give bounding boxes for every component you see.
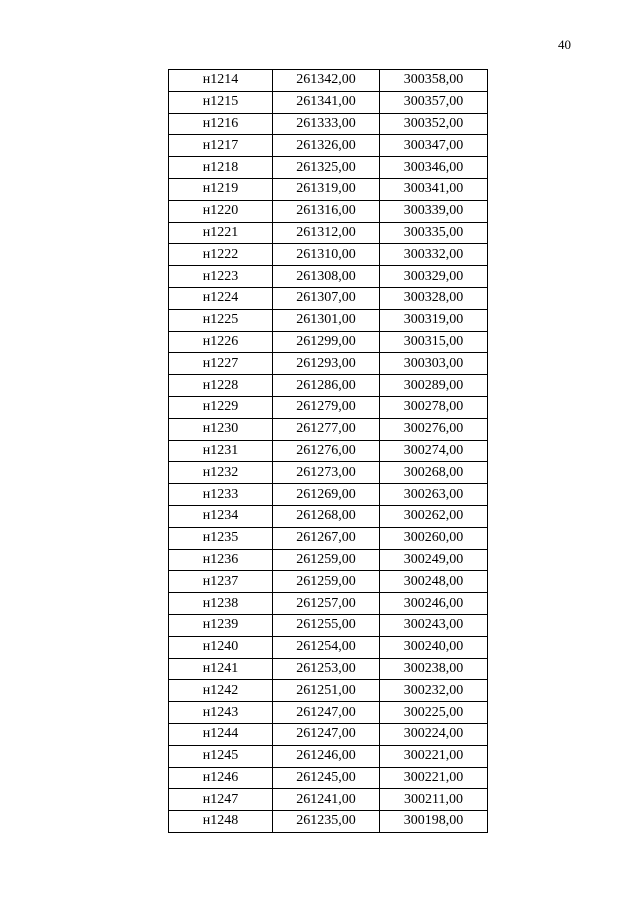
x-coordinate-cell: 261299,00 bbox=[273, 331, 380, 353]
table-row bbox=[169, 70, 488, 92]
x-coordinate-cell: 261316,00 bbox=[273, 200, 380, 222]
table-row bbox=[169, 723, 488, 745]
table-row bbox=[169, 200, 488, 222]
y-coordinate-cell: 300224,00 bbox=[380, 723, 488, 745]
table-row bbox=[169, 244, 488, 266]
x-coordinate-cell: 261312,00 bbox=[273, 222, 380, 244]
y-coordinate-cell: 300225,00 bbox=[380, 702, 488, 724]
x-coordinate-cell: 261286,00 bbox=[273, 375, 380, 397]
table-row bbox=[169, 353, 488, 375]
y-coordinate-cell: 300352,00 bbox=[380, 113, 488, 135]
y-coordinate-cell: 300328,00 bbox=[380, 287, 488, 309]
table-row bbox=[169, 157, 488, 179]
y-coordinate-cell: 300232,00 bbox=[380, 680, 488, 702]
x-coordinate-cell: 261279,00 bbox=[273, 396, 380, 418]
table-row bbox=[169, 636, 488, 658]
point-id-cell: н1236 bbox=[169, 549, 273, 571]
table-row bbox=[169, 91, 488, 113]
y-coordinate-cell: 300346,00 bbox=[380, 157, 488, 179]
table-row bbox=[169, 505, 488, 527]
x-coordinate-cell: 261251,00 bbox=[273, 680, 380, 702]
point-id-cell: н1245 bbox=[169, 745, 273, 767]
table-row bbox=[169, 811, 488, 833]
table-row bbox=[169, 266, 488, 288]
x-coordinate-cell: 261333,00 bbox=[273, 113, 380, 135]
y-coordinate-cell: 300289,00 bbox=[380, 375, 488, 397]
x-coordinate-cell: 261253,00 bbox=[273, 658, 380, 680]
point-id-cell: н1239 bbox=[169, 614, 273, 636]
table-row bbox=[169, 767, 488, 789]
x-coordinate-cell: 261308,00 bbox=[273, 266, 380, 288]
y-coordinate-cell: 300276,00 bbox=[380, 418, 488, 440]
table-row bbox=[169, 571, 488, 593]
point-id-cell: н1224 bbox=[169, 287, 273, 309]
y-coordinate-cell: 300246,00 bbox=[380, 593, 488, 615]
point-id-cell: н1247 bbox=[169, 789, 273, 811]
y-coordinate-cell: 300332,00 bbox=[380, 244, 488, 266]
y-coordinate-cell: 300260,00 bbox=[380, 527, 488, 549]
point-id-cell: н1214 bbox=[169, 70, 273, 92]
point-id-cell: н1237 bbox=[169, 571, 273, 593]
y-coordinate-cell: 300221,00 bbox=[380, 745, 488, 767]
table-row bbox=[169, 614, 488, 636]
table-row bbox=[169, 375, 488, 397]
x-coordinate-cell: 261301,00 bbox=[273, 309, 380, 331]
x-coordinate-cell: 261319,00 bbox=[273, 178, 380, 200]
point-id-cell: н1244 bbox=[169, 723, 273, 745]
point-id-cell: н1230 bbox=[169, 418, 273, 440]
point-id-cell: н1248 bbox=[169, 811, 273, 833]
x-coordinate-cell: 261293,00 bbox=[273, 353, 380, 375]
y-coordinate-cell: 300303,00 bbox=[380, 353, 488, 375]
x-coordinate-cell: 261277,00 bbox=[273, 418, 380, 440]
y-coordinate-cell: 300262,00 bbox=[380, 505, 488, 527]
point-id-cell: н1218 bbox=[169, 157, 273, 179]
x-coordinate-cell: 261267,00 bbox=[273, 527, 380, 549]
table-row bbox=[169, 418, 488, 440]
x-coordinate-cell: 261246,00 bbox=[273, 745, 380, 767]
y-coordinate-cell: 300274,00 bbox=[380, 440, 488, 462]
page-number: 40 bbox=[558, 37, 571, 52]
y-coordinate-cell: 300329,00 bbox=[380, 266, 488, 288]
table-row bbox=[169, 593, 488, 615]
y-coordinate-cell: 300347,00 bbox=[380, 135, 488, 157]
y-coordinate-cell: 300335,00 bbox=[380, 222, 488, 244]
x-coordinate-cell: 261247,00 bbox=[273, 723, 380, 745]
x-coordinate-cell: 261245,00 bbox=[273, 767, 380, 789]
x-coordinate-cell: 261254,00 bbox=[273, 636, 380, 658]
point-id-cell: н1241 bbox=[169, 658, 273, 680]
x-coordinate-cell: 261310,00 bbox=[273, 244, 380, 266]
y-coordinate-cell: 300248,00 bbox=[380, 571, 488, 593]
x-coordinate-cell: 261247,00 bbox=[273, 702, 380, 724]
y-coordinate-cell: 300278,00 bbox=[380, 396, 488, 418]
point-id-cell: н1228 bbox=[169, 375, 273, 397]
y-coordinate-cell: 300358,00 bbox=[380, 70, 488, 92]
point-id-cell: н1232 bbox=[169, 462, 273, 484]
x-coordinate-cell: 261259,00 bbox=[273, 549, 380, 571]
y-coordinate-cell: 300268,00 bbox=[380, 462, 488, 484]
point-id-cell: н1221 bbox=[169, 222, 273, 244]
x-coordinate-cell: 261276,00 bbox=[273, 440, 380, 462]
y-coordinate-cell: 300249,00 bbox=[380, 549, 488, 571]
point-id-cell: н1235 bbox=[169, 527, 273, 549]
table-row bbox=[169, 702, 488, 724]
y-coordinate-cell: 300240,00 bbox=[380, 636, 488, 658]
point-id-cell: н1234 bbox=[169, 505, 273, 527]
y-coordinate-cell: 300319,00 bbox=[380, 309, 488, 331]
table-row bbox=[169, 287, 488, 309]
point-id-cell: н1227 bbox=[169, 353, 273, 375]
table-row bbox=[169, 178, 488, 200]
point-id-cell: н1215 bbox=[169, 91, 273, 113]
point-id-cell: н1226 bbox=[169, 331, 273, 353]
table-row bbox=[169, 680, 488, 702]
x-coordinate-cell: 261257,00 bbox=[273, 593, 380, 615]
point-id-cell: н1217 bbox=[169, 135, 273, 157]
y-coordinate-cell: 300243,00 bbox=[380, 614, 488, 636]
table-row bbox=[169, 658, 488, 680]
y-coordinate-cell: 300263,00 bbox=[380, 484, 488, 506]
table-row bbox=[169, 789, 488, 811]
y-coordinate-cell: 300211,00 bbox=[380, 789, 488, 811]
table-row bbox=[169, 331, 488, 353]
table-row bbox=[169, 527, 488, 549]
table-row bbox=[169, 135, 488, 157]
x-coordinate-cell: 261259,00 bbox=[273, 571, 380, 593]
table-row bbox=[169, 745, 488, 767]
table-row bbox=[169, 396, 488, 418]
point-id-cell: н1222 bbox=[169, 244, 273, 266]
x-coordinate-cell: 261307,00 bbox=[273, 287, 380, 309]
y-coordinate-cell: 300238,00 bbox=[380, 658, 488, 680]
x-coordinate-cell: 261325,00 bbox=[273, 157, 380, 179]
table-row bbox=[169, 549, 488, 571]
y-coordinate-cell: 300315,00 bbox=[380, 331, 488, 353]
point-id-cell: н1231 bbox=[169, 440, 273, 462]
x-coordinate-cell: 261235,00 bbox=[273, 811, 380, 833]
table-row bbox=[169, 484, 488, 506]
x-coordinate-cell: 261241,00 bbox=[273, 789, 380, 811]
table-row bbox=[169, 113, 488, 135]
y-coordinate-cell: 300221,00 bbox=[380, 767, 488, 789]
table-row bbox=[169, 440, 488, 462]
point-id-cell: н1246 bbox=[169, 767, 273, 789]
point-id-cell: н1216 bbox=[169, 113, 273, 135]
y-coordinate-cell: 300341,00 bbox=[380, 178, 488, 200]
point-id-cell: н1219 bbox=[169, 178, 273, 200]
table-row bbox=[169, 222, 488, 244]
point-id-cell: н1220 bbox=[169, 200, 273, 222]
point-id-cell: н1242 bbox=[169, 680, 273, 702]
table-row bbox=[169, 309, 488, 331]
x-coordinate-cell: 261326,00 bbox=[273, 135, 380, 157]
point-id-cell: н1238 bbox=[169, 593, 273, 615]
x-coordinate-cell: 261255,00 bbox=[273, 614, 380, 636]
table-row bbox=[169, 462, 488, 484]
point-id-cell: н1233 bbox=[169, 484, 273, 506]
coordinates-table-body bbox=[169, 70, 488, 833]
point-id-cell: н1240 bbox=[169, 636, 273, 658]
x-coordinate-cell: 261273,00 bbox=[273, 462, 380, 484]
point-id-cell: н1243 bbox=[169, 702, 273, 724]
point-id-cell: н1229 bbox=[169, 396, 273, 418]
x-coordinate-cell: 261269,00 bbox=[273, 484, 380, 506]
y-coordinate-cell: 300339,00 bbox=[380, 200, 488, 222]
y-coordinate-cell: 300198,00 bbox=[380, 811, 488, 833]
x-coordinate-cell: 261341,00 bbox=[273, 91, 380, 113]
point-id-cell: н1225 bbox=[169, 309, 273, 331]
point-id-cell: н1223 bbox=[169, 266, 273, 288]
x-coordinate-cell: 261342,00 bbox=[273, 70, 380, 92]
coordinates-table bbox=[168, 69, 488, 833]
y-coordinate-cell: 300357,00 bbox=[380, 91, 488, 113]
x-coordinate-cell: 261268,00 bbox=[273, 505, 380, 527]
